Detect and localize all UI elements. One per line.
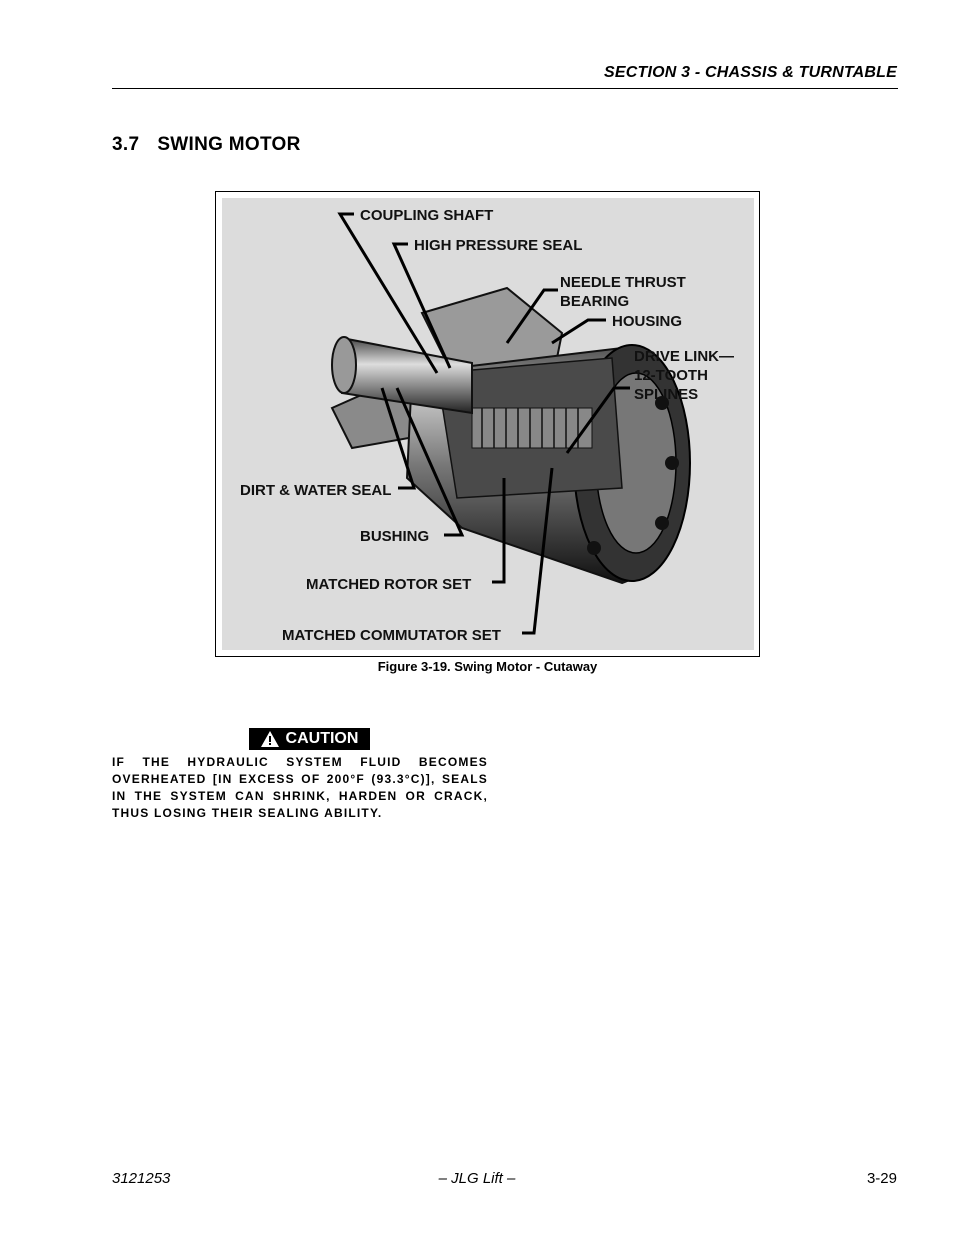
- warning-triangle-icon: [261, 731, 279, 747]
- header-rule: [112, 88, 898, 89]
- label-drive-link-1: DRIVE LINK—: [634, 348, 735, 365]
- label-housing: HOUSING: [612, 313, 683, 330]
- section-number: 3.7: [112, 134, 140, 155]
- label-needle-thrust-2: BEARING: [560, 293, 630, 310]
- label-coupling-shaft: COUPLING SHAFT: [360, 207, 494, 224]
- footer-publisher: – JLG Lift –: [438, 1170, 516, 1187]
- caution-text: IF THE HYDRAULIC SYSTEM FLUID BECOMES OVERHEATED [IN EXCESS OF 200°F (93.3°C)], SEALS IN THE SYSTEM CAN SHRINK, HARDEN OR CRACK, THUS LOSING THEIR SEALING ABILITY.: [112, 755, 488, 820]
- swing-motor-cutaway-illustration: [222, 198, 754, 650]
- label-bushing: BUSHING: [360, 528, 430, 545]
- footer-page-number: 3-29: [866, 1170, 897, 1187]
- figure-caption: Figure 3-19. Swing Motor - Cutaway: [377, 659, 598, 674]
- caution-badge: [249, 728, 370, 750]
- section-title: [112, 134, 301, 156]
- caution-label: CAUTION: [285, 730, 359, 747]
- label-drive-link-3: SPLINES: [634, 386, 699, 403]
- label-matched-rotor-set: MATCHED ROTOR SET: [306, 576, 472, 593]
- label-needle-thrust-1: NEEDLE THRUST: [560, 274, 686, 291]
- label-high-pressure-seal: HIGH PRESSURE SEAL: [414, 237, 583, 254]
- label-dirt-water-seal: DIRT & WATER SEAL: [240, 482, 392, 499]
- footer-doc-number: 3121253: [112, 1170, 171, 1187]
- label-drive-link-2: 12-TOOTH: [634, 367, 708, 384]
- section-title-text: SWING MOTOR: [157, 134, 301, 155]
- section-header: SECTION 3 - CHASSIS & TURNTABLE: [603, 64, 897, 81]
- label-matched-commutator-set: MATCHED COMMUTATOR SET: [282, 627, 501, 644]
- figure-frame: [215, 191, 760, 657]
